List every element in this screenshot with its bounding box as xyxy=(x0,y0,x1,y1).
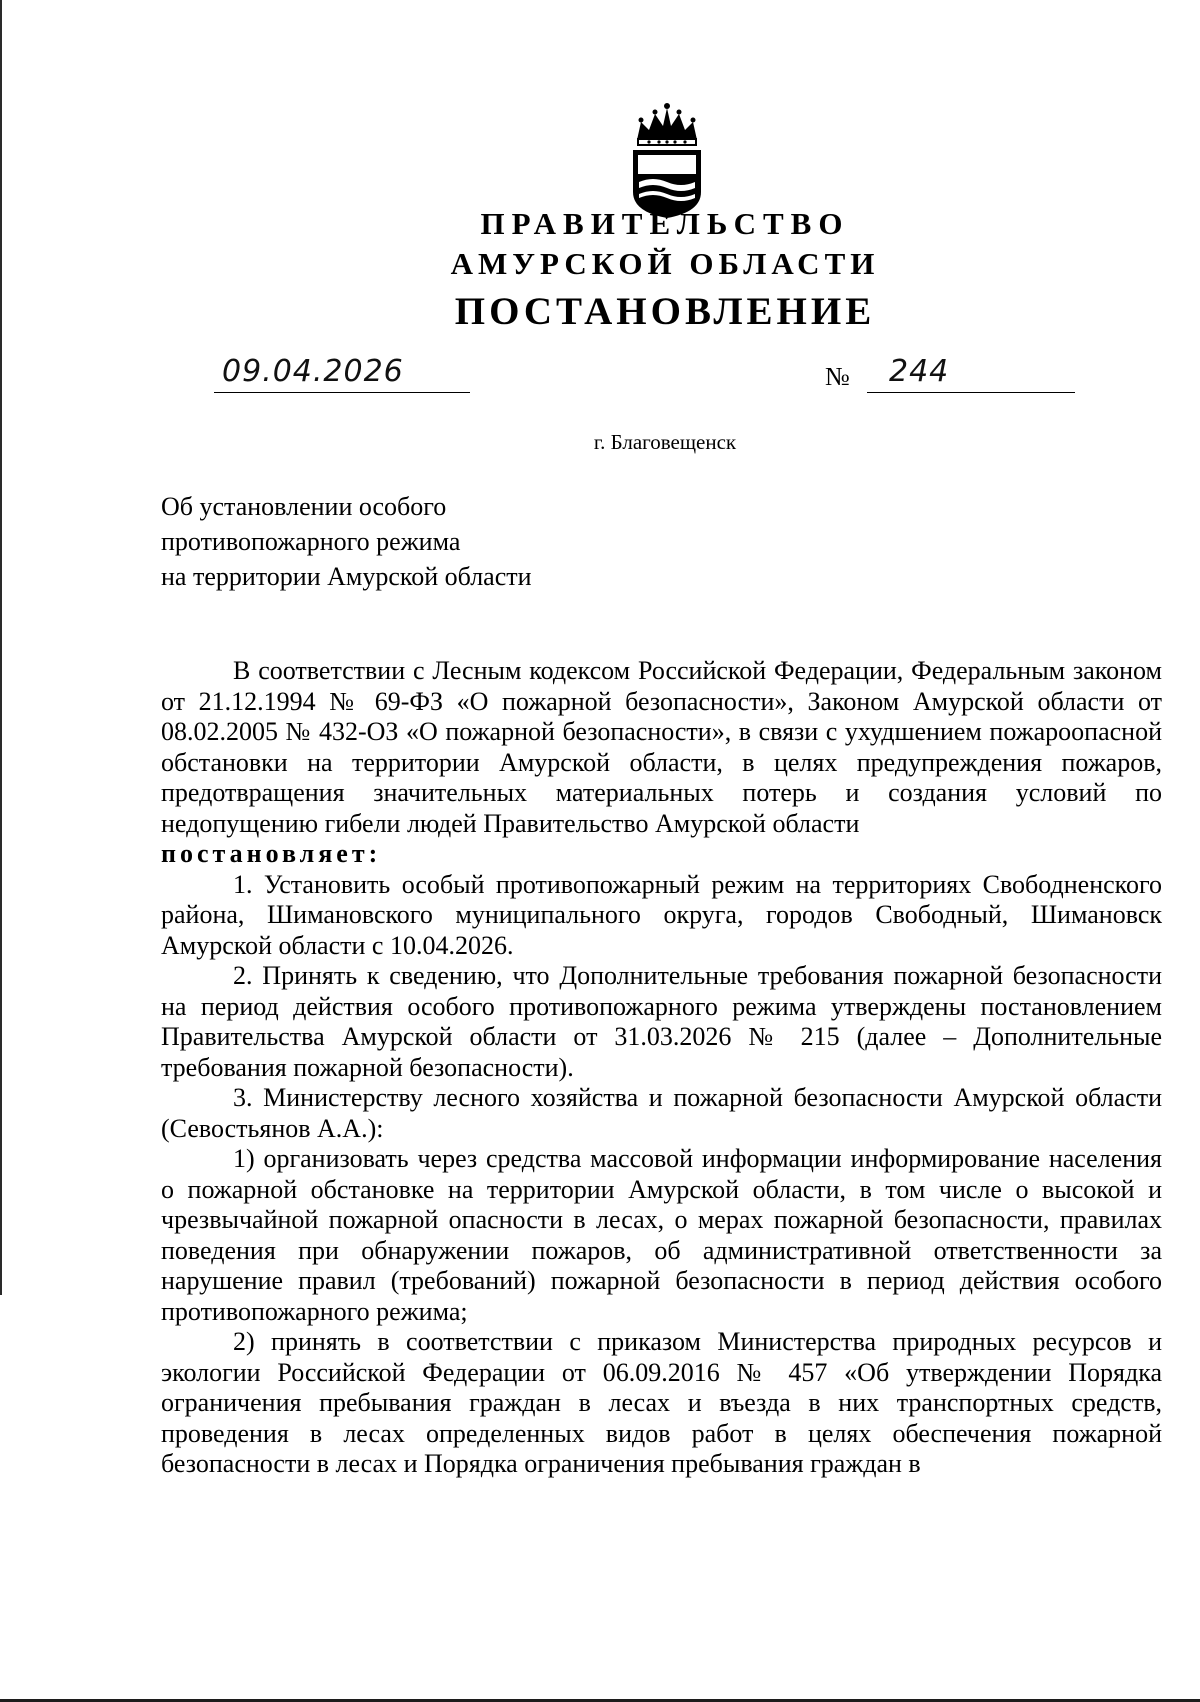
document-type: ПОСТАНОВЛЕНИЕ xyxy=(454,290,876,333)
date-field xyxy=(214,356,470,393)
scan-left-edge xyxy=(0,0,2,1295)
document-date: 09.04.2026 xyxy=(222,354,404,389)
preamble: В соответствии с Лесным кодексом Российской Федерации, Федеральным законом от 21.12.1994 № 69-ФЗ «О пожарной безопасности», Законом Амурской области от 08.02.2005 № 432-ОЗ «О пожарной безопасности», в связи с ухудшением пожароопасной обстановки на территории Амурской области, в целях предупреждения пожаров, предотвращения значительных материальных потерь и создания условий по недопущению гибели людей Правительство Амурской области xyxy=(161,656,1162,838)
title-line: на территории Амурской области xyxy=(161,562,532,591)
title-line: противопожарного режима xyxy=(161,527,461,556)
document-body xyxy=(161,656,1162,1480)
title-line: Об установлении особого xyxy=(161,492,447,521)
city: г. Благовещенск xyxy=(593,430,737,454)
region-title: АМУРСКОЙ ОБЛАСТИ xyxy=(450,246,880,281)
document-title xyxy=(161,489,532,594)
item-3: 3. Министерству лесного хозяйства и пожарной безопасности Амурской области (Севостьянов А.А.): xyxy=(161,1083,1162,1143)
government-title: ПРАВИТЕЛЬСТВО xyxy=(480,206,850,241)
item-2: 2. Принять к сведению, что Дополнительные требования пожарной безопасности на период действия особого противопожарного режима утверждены постановлением Правительства Амурской области от 31.03.2026 № 215 (далее – Дополнительные требования пожарной безопасности). xyxy=(161,961,1162,1082)
subitem-2: 2) принять в соответствии с приказом Министерства природных ресурсов и экологии Российской Федерации от 06.09.2016 № 457 «Об утверждении Порядка ограничения пребывания граждан в лесах и въезда в них транспортных средств, проведения в лесах определенных видов работ в целях обеспечения пожарной безопасности в лесах и Порядка ограничения пребывания граждан в xyxy=(161,1327,1162,1478)
decree-word: постановляет: xyxy=(161,839,382,868)
document-number: 244 xyxy=(889,354,950,389)
item-1: 1. Установить особый противопожарный режим на территориях Свободненского района, Шимановского муниципального округа, городов Свободный, Шимановск Амурской области с 10.04.2026. xyxy=(161,869,1162,960)
number-field xyxy=(867,356,1075,393)
coat-of-arms-icon xyxy=(627,100,707,220)
number-label: № xyxy=(825,362,850,391)
subitem-1: 1) организовать через средства массовой информации информирование населения о пожарной обстановке на территории Амурской области, в том числе о высокой и чрезвычайной пожарной опасности в лесах, о мерах пожарной безопасности, правилах поведения при обнаружении пожаров, об административной ответственности за нарушение правил (требований) пожарной безопасности в период действия особого противопожарного режима; xyxy=(161,1144,1162,1326)
